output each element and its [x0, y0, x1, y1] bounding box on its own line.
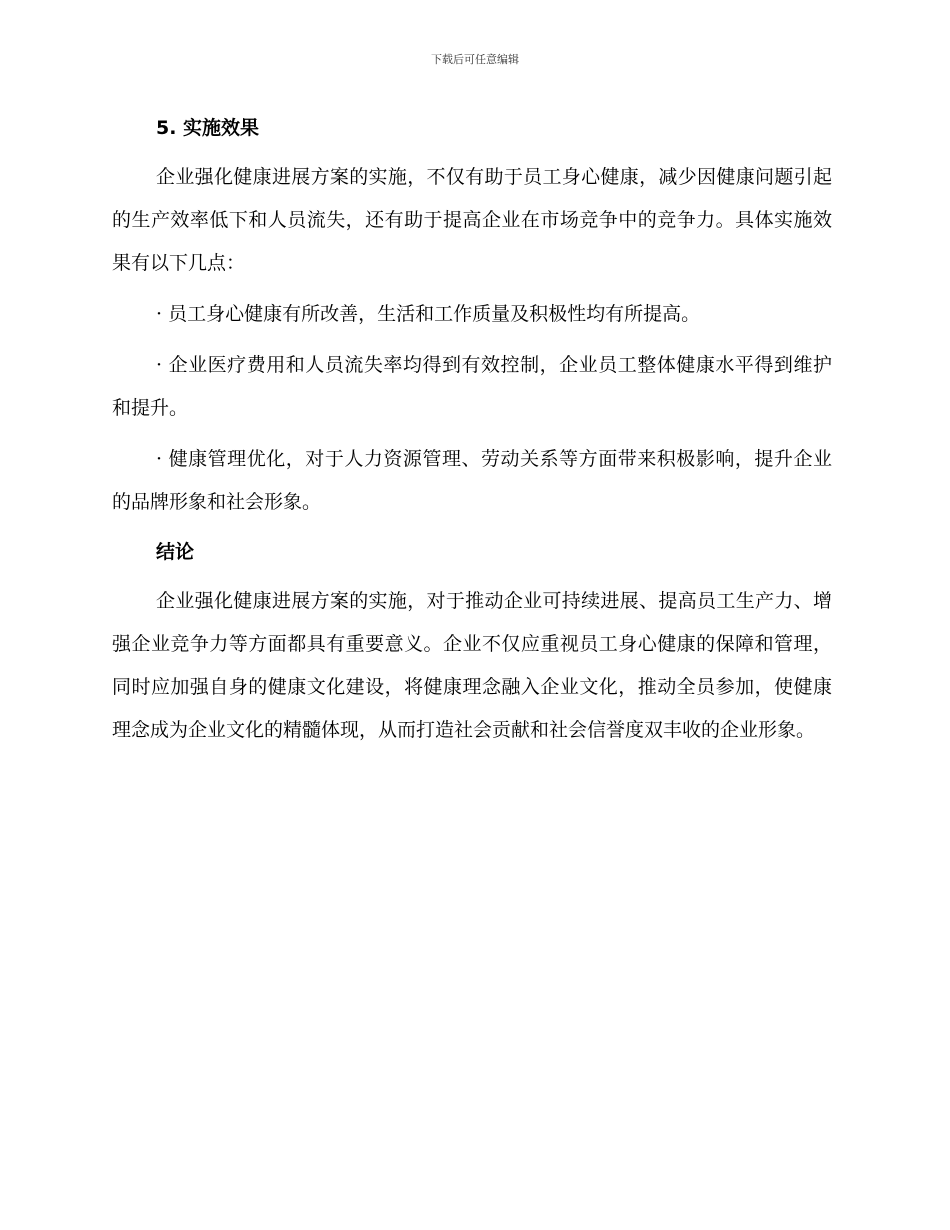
conclusion-paragraph: 企业强化健康进展方案的实施，对于推动企业可持续进展、提高员工生产力、增强企业竞争力等方面都具有重要意义。企业不仅应重视员工身心健康的保障和管理，同时应加强自身的健康文化建设，将健康理念融入企业文化，推动全员参加，使健康理念成为企业文化的精髓体现，从而打造社会贡献和社会信誉度双丰收的企业形象。 — [112, 590, 832, 741]
section-heading-effects: 5. 实施效果 — [156, 117, 260, 139]
section-heading-conclusion: 结论 — [156, 541, 195, 563]
effects-intro-paragraph: 企业强化健康进展方案的实施，不仅有助于员工身心健康，减少因健康问题引起的生产效率低下和人员流失，还有助于提高企业在市场竞争中的竞争力。具体实施效果有以下几点： — [112, 166, 832, 274]
effects-bullet-3: · 健康管理优化，对于人力资源管理、劳动关系等方面带来积极影响，提升企业的品牌形象和社会形象。 — [112, 448, 832, 513]
effects-bullet-2: · 企业医疗费用和人员流失率均得到有效控制，企业员工整体健康水平得到维护和提升。 — [112, 354, 832, 419]
page-header: 下载后可任意编辑 — [431, 53, 519, 66]
effects-bullet-1: · 员工身心健康有所改善，生活和工作质量及积极性均有所提高。 — [156, 303, 701, 325]
document-body — [112, 108, 832, 758]
